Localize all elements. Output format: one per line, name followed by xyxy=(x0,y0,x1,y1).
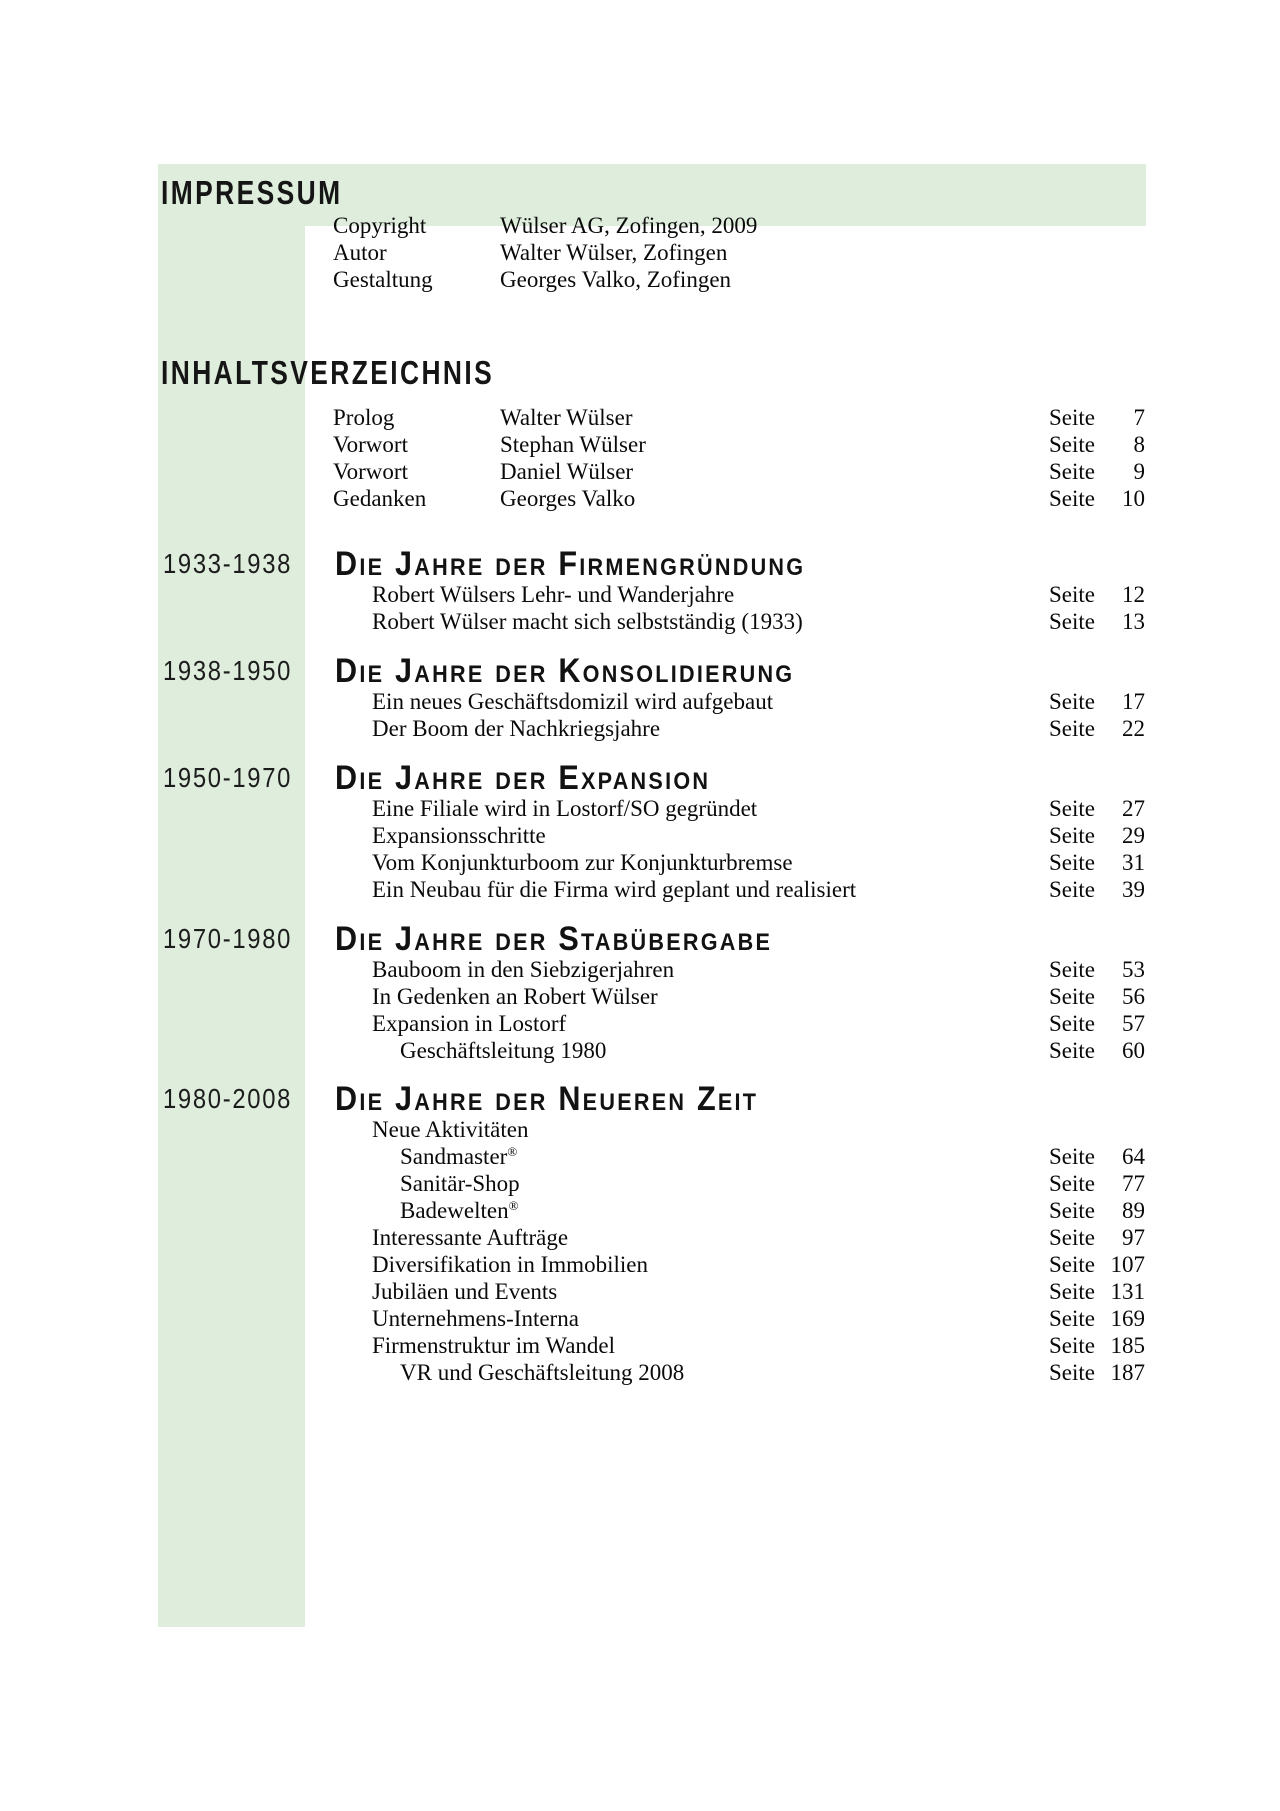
toc-entry xyxy=(0,1197,1280,1224)
seite-word: Seite xyxy=(1049,1171,1095,1196)
registered-trademark-mark: ® xyxy=(507,1144,518,1159)
toc-entry-label: VR und Geschäftsleitung 2008 xyxy=(400,1360,685,1385)
toc-entry xyxy=(0,688,1280,715)
toc-section xyxy=(0,922,1280,1064)
page-number: 27 xyxy=(1122,796,1145,821)
page-number: 64 xyxy=(1122,1144,1145,1169)
toc-entry xyxy=(0,849,1280,876)
page-number: 17 xyxy=(1122,689,1145,714)
toc-entry xyxy=(0,1224,1280,1251)
page-number: 60 xyxy=(1122,1038,1145,1063)
toc-entry-author: Georges Valko xyxy=(500,486,636,511)
page-number: 185 xyxy=(1110,1333,1145,1358)
toc-entry-label: Expansionsschritte xyxy=(372,823,546,848)
toc-entry-label: Vom Konjunkturboom zur Konjunkturbremse xyxy=(372,850,793,875)
seite-word: Seite xyxy=(1049,459,1095,484)
page-number: 57 xyxy=(1122,1011,1145,1036)
toc-entry xyxy=(0,1116,1280,1143)
toc-entry-label: Diversifikation in Immobilien xyxy=(372,1252,648,1277)
toc-intro-block xyxy=(0,404,1280,512)
section-years: 1950-1970 xyxy=(163,762,293,793)
page-number: 31 xyxy=(1122,850,1145,875)
toc-entry xyxy=(0,983,1280,1010)
impressum-row xyxy=(0,212,1280,239)
page-number: 53 xyxy=(1122,957,1145,982)
toc-entry-label: Firmenstruktur im Wandel xyxy=(372,1333,616,1358)
toc-entry-label: Eine Filiale wird in Lostorf/SO gegründet xyxy=(372,796,758,821)
seite-word: Seite xyxy=(1049,850,1095,875)
toc-entry-text: Badewelten xyxy=(400,1198,509,1223)
toc-entry xyxy=(0,876,1280,903)
seite-word: Seite xyxy=(1049,1225,1095,1250)
toc-section-header xyxy=(0,761,1280,795)
section-title: Die Jahre der Expansion xyxy=(335,759,711,797)
toc-entry xyxy=(0,1332,1280,1359)
toc-entry xyxy=(0,1359,1280,1386)
toc-entry-author: Walter Wülser xyxy=(500,405,633,430)
toc-entry xyxy=(0,485,1280,512)
seite-word: Seite xyxy=(1049,432,1095,457)
seite-word: Seite xyxy=(1049,689,1095,714)
toc-entry xyxy=(0,822,1280,849)
toc-entry-author: Stephan Wülser xyxy=(500,432,646,457)
impressum-label: Copyright xyxy=(333,213,427,238)
page-number: 7 xyxy=(1133,405,1145,430)
impressum-label: Autor xyxy=(333,240,387,265)
toc-entry-label: Vorwort xyxy=(333,432,408,457)
seite-word: Seite xyxy=(1049,609,1095,634)
toc-entry-label: Geschäftsleitung 1980 xyxy=(400,1038,607,1063)
seite-word: Seite xyxy=(1049,1011,1095,1036)
seite-word: Seite xyxy=(1049,1360,1095,1385)
toc-entry-label: Bauboom in den Siebzigerjahren xyxy=(372,957,675,982)
toc-entry xyxy=(0,1305,1280,1332)
toc-entry-label: Robert Wülsers Lehr- und Wanderjahre xyxy=(372,582,735,607)
page-number: 56 xyxy=(1122,984,1145,1009)
toc-section xyxy=(0,761,1280,903)
toc-entry-label xyxy=(400,1143,517,1170)
toc-entry-label: Robert Wülser macht sich selbstständig (1933) xyxy=(372,609,803,634)
toc-entry-label xyxy=(400,1197,518,1224)
seite-word: Seite xyxy=(1049,823,1095,848)
toc-entry xyxy=(0,956,1280,983)
page-number: 77 xyxy=(1122,1171,1145,1196)
page-number: 13 xyxy=(1122,609,1145,634)
page-number: 9 xyxy=(1133,459,1145,484)
toc-entry-label: Unternehmens-Interna xyxy=(372,1306,579,1331)
impressum-label: Gestaltung xyxy=(333,267,433,292)
toc-entry xyxy=(0,608,1280,635)
page-number: 12 xyxy=(1122,582,1145,607)
toc-entry xyxy=(0,1278,1280,1305)
page-number: 8 xyxy=(1133,432,1145,457)
seite-word: Seite xyxy=(1049,1038,1095,1063)
toc-entry-label: Ein neues Geschäftsdomizil wird aufgebaut xyxy=(372,689,774,714)
toc-section xyxy=(0,1082,1280,1386)
registered-trademark-mark: ® xyxy=(508,1198,519,1213)
toc-entry xyxy=(0,404,1280,431)
toc-entry-author: Daniel Wülser xyxy=(500,459,634,484)
page-number: 10 xyxy=(1122,486,1145,511)
impressum-row xyxy=(0,239,1280,266)
toc-entry xyxy=(0,1251,1280,1278)
seite-word: Seite xyxy=(1049,1252,1095,1277)
toc-entry-label: Sanitär-Shop xyxy=(400,1171,520,1196)
impressum-block xyxy=(0,212,1280,293)
seite-word: Seite xyxy=(1049,405,1095,430)
seite-word: Seite xyxy=(1049,1144,1095,1169)
page-number: 169 xyxy=(1110,1306,1145,1331)
page-number: 89 xyxy=(1122,1198,1145,1223)
page-number: 107 xyxy=(1110,1252,1145,1277)
seite-word: Seite xyxy=(1049,1306,1095,1331)
toc-entry xyxy=(0,581,1280,608)
toc-entry-label: Neue Aktivitäten xyxy=(372,1117,529,1142)
toc-entry xyxy=(0,1170,1280,1197)
page-number: 131 xyxy=(1110,1279,1145,1304)
impressum-value: Wülser AG, Zofingen, 2009 xyxy=(500,213,758,238)
section-title: Die Jahre der Firmengründung xyxy=(335,545,806,583)
toc-entry-text: Sandmaster xyxy=(400,1144,508,1169)
impressum-value: Georges Valko, Zofingen xyxy=(500,267,732,292)
toc-section xyxy=(0,547,1280,635)
toc-entry xyxy=(0,1010,1280,1037)
toc-entry xyxy=(0,1143,1280,1170)
seite-word: Seite xyxy=(1049,1198,1095,1223)
toc-title: INHALTSVERZEICHNIS xyxy=(161,354,495,391)
impressum-title: IMPRESSUM xyxy=(161,174,343,211)
section-title: Die Jahre der Stabübergabe xyxy=(335,920,773,958)
toc-section-header xyxy=(0,654,1280,688)
toc-section-header xyxy=(0,922,1280,956)
toc-entry-label: Vorwort xyxy=(333,459,408,484)
toc-entry-label: Ein Neubau für die Firma wird geplant und realisiert xyxy=(372,877,857,902)
section-title: Die Jahre der Neueren Zeit xyxy=(335,1080,759,1118)
seite-word: Seite xyxy=(1049,877,1095,902)
seite-word: Seite xyxy=(1049,486,1095,511)
toc-section-header xyxy=(0,547,1280,581)
toc-section-header xyxy=(0,1082,1280,1116)
impressum-value: Walter Wülser, Zofingen xyxy=(500,240,728,265)
seite-word: Seite xyxy=(1049,1279,1095,1304)
toc-entry xyxy=(0,1037,1280,1064)
toc-section xyxy=(0,654,1280,742)
page-number: 187 xyxy=(1110,1360,1145,1385)
toc-entry-label: Expansion in Lostorf xyxy=(372,1011,567,1036)
toc-entry-label: Gedanken xyxy=(333,486,427,511)
page-number: 97 xyxy=(1122,1225,1145,1250)
section-years: 1938-1950 xyxy=(163,655,293,686)
seite-word: Seite xyxy=(1049,957,1095,982)
seite-word: Seite xyxy=(1049,716,1095,741)
toc-entry xyxy=(0,715,1280,742)
seite-word: Seite xyxy=(1049,582,1095,607)
section-title: Die Jahre der Konsolidierung xyxy=(335,652,795,690)
page-number: 22 xyxy=(1122,716,1145,741)
section-years: 1970-1980 xyxy=(163,923,293,954)
toc-entry xyxy=(0,431,1280,458)
toc-entry-label: Jubiläen und Events xyxy=(372,1279,558,1304)
page-number: 29 xyxy=(1122,823,1145,848)
impressum-row xyxy=(0,266,1280,293)
toc-entry xyxy=(0,795,1280,822)
seite-word: Seite xyxy=(1049,984,1095,1009)
seite-word: Seite xyxy=(1049,796,1095,821)
page-number: 39 xyxy=(1122,877,1145,902)
toc-entry-label: Interessante Aufträge xyxy=(372,1225,569,1250)
seite-word: Seite xyxy=(1049,1333,1095,1358)
section-years: 1933-1938 xyxy=(163,548,293,579)
toc-entry-label: In Gedenken an Robert Wülser xyxy=(372,984,658,1009)
toc-entry xyxy=(0,458,1280,485)
toc-entry-label: Prolog xyxy=(333,405,395,430)
section-years: 1980-2008 xyxy=(163,1083,293,1114)
toc-entry-label: Der Boom der Nachkriegsjahre xyxy=(372,716,661,741)
